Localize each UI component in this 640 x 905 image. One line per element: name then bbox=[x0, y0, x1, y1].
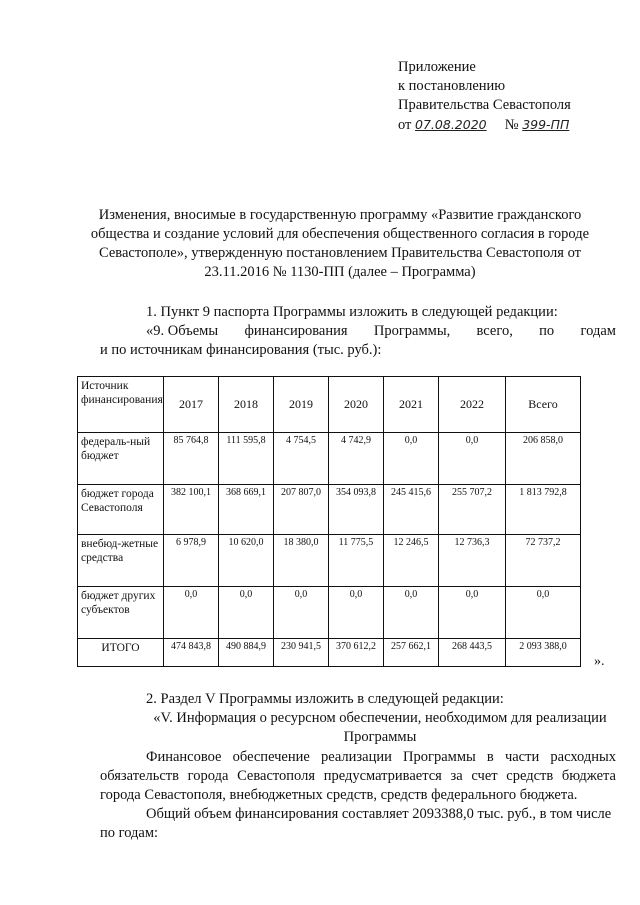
appendix-block bbox=[398, 58, 571, 135]
appendix-line-1: Приложение bbox=[398, 59, 476, 75]
document-title: Изменения, вносимые в государственную программу «Развитие гражданского общества и создание условий для обеспечения общественного согласия в городе Севастополе», утвержденную постановлением Правительства Севастополя от 23.11.2016 № 1130-ПП (далее – Программа) bbox=[90, 207, 590, 280]
handwritten-date: 07.08.2020 bbox=[415, 117, 487, 132]
value-cell: 1 813 792,8 bbox=[506, 485, 581, 535]
handwritten-number: 399-ПП bbox=[522, 117, 570, 132]
paragraph-1-line-2 bbox=[100, 767, 616, 786]
table-row bbox=[78, 485, 581, 535]
paragraph-2-line-1: Общий объем финансирования составляет 2093388,0 тыс. руб., в том числе bbox=[146, 806, 612, 822]
value-cell: 257 662,1 bbox=[384, 639, 439, 667]
source-cell: внебюд-жетные средства bbox=[78, 535, 164, 587]
table-header-row bbox=[78, 377, 581, 433]
source-cell: бюджет города Севастополя bbox=[78, 485, 164, 535]
paragraph-word: Финансовое bbox=[146, 749, 222, 765]
value-cell: 207 807,0 bbox=[274, 485, 329, 535]
financing-table bbox=[77, 376, 581, 667]
value-cell: 4 742,9 bbox=[329, 433, 384, 485]
header-cell: 2021 bbox=[384, 377, 439, 433]
appendix-date-line bbox=[398, 115, 571, 135]
value-cell: 0,0 bbox=[439, 433, 506, 485]
paragraph-word: средств bbox=[506, 768, 554, 784]
paragraph-word: обязательств bbox=[100, 768, 179, 784]
quote-word: «9. Объемы bbox=[146, 323, 219, 339]
value-cell: 255 707,2 bbox=[439, 485, 506, 535]
table-row bbox=[78, 535, 581, 587]
quote-closing: ». bbox=[594, 654, 605, 669]
value-cell: 12 246,5 bbox=[384, 535, 439, 587]
value-cell: 382 100,1 bbox=[164, 485, 219, 535]
quote-word: по bbox=[539, 323, 555, 339]
paragraph-word: Севастополя bbox=[237, 768, 316, 784]
paragraph-word: предусматривается bbox=[323, 768, 442, 784]
paragraph-2-line-2: по годам: bbox=[100, 825, 159, 841]
source-cell: федераль-ный бюджет bbox=[78, 433, 164, 485]
quote-word: финансирования bbox=[244, 323, 348, 339]
paragraph-word: реализации bbox=[321, 749, 392, 765]
quote-word: всего, bbox=[476, 323, 513, 339]
section-1-quote-line-1 bbox=[146, 322, 616, 341]
paragraph-1-line-1 bbox=[146, 748, 616, 767]
value-cell: 368 669,1 bbox=[219, 485, 274, 535]
header-cell: 2018 bbox=[219, 377, 274, 433]
value-cell: 370 612,2 bbox=[329, 639, 384, 667]
value-cell: 72 737,2 bbox=[506, 535, 581, 587]
source-cell: ИТОГО bbox=[78, 639, 164, 667]
value-cell: 4 754,5 bbox=[274, 433, 329, 485]
source-cell: бюджет других субъектов bbox=[78, 587, 164, 639]
date-prefix: от bbox=[398, 117, 412, 133]
value-cell: 0,0 bbox=[506, 587, 581, 639]
paragraph-word: Программы bbox=[403, 749, 476, 765]
value-cell: 6 978,9 bbox=[164, 535, 219, 587]
value-cell: 0,0 bbox=[274, 587, 329, 639]
appendix-line-3: Правительства Севастополя bbox=[398, 97, 571, 113]
section-1-heading: 1. Пункт 9 паспорта Программы изложить в следующей редакции: bbox=[146, 304, 558, 320]
value-cell: 245 415,6 bbox=[384, 485, 439, 535]
value-cell: 0,0 bbox=[439, 587, 506, 639]
table-total-row bbox=[78, 639, 581, 667]
value-cell: 11 775,5 bbox=[329, 535, 384, 587]
value-cell: 230 941,5 bbox=[274, 639, 329, 667]
paragraph-word: города bbox=[187, 768, 229, 784]
section-2-heading: 2. Раздел V Программы изложить в следующей редакции: bbox=[146, 691, 504, 707]
number-prefix: № bbox=[504, 117, 519, 133]
value-cell: 85 764,8 bbox=[164, 433, 219, 485]
value-cell: 268 443,5 bbox=[439, 639, 506, 667]
header-cell: 2017 bbox=[164, 377, 219, 433]
value-cell: 0,0 bbox=[384, 587, 439, 639]
value-cell: 474 843,8 bbox=[164, 639, 219, 667]
quote-word: Программы, bbox=[373, 323, 451, 339]
paragraph-word: обеспечение bbox=[232, 749, 310, 765]
paragraph-word: части bbox=[504, 749, 540, 765]
appendix-line-2: к постановлению bbox=[398, 78, 506, 94]
value-cell: 10 620,0 bbox=[219, 535, 274, 587]
header-cell: 2022 bbox=[439, 377, 506, 433]
value-cell: 0,0 bbox=[384, 433, 439, 485]
section-1-quote-line-2: и по источникам финансирования (тыс. руб.): bbox=[100, 342, 382, 358]
paragraph-word: бюджета bbox=[561, 768, 616, 784]
paragraph-word: счет bbox=[471, 768, 498, 784]
value-cell: 0,0 bbox=[329, 587, 384, 639]
paragraph-word: расходных bbox=[550, 749, 616, 765]
header-cell: 2019 bbox=[274, 377, 329, 433]
table-row bbox=[78, 433, 581, 485]
paragraph-word: в bbox=[486, 749, 494, 765]
section-2-subheading: «V. Информация о ресурсном обеспечении, необходимом для реализации Программы bbox=[153, 710, 607, 745]
header-cell: Источник финансирования bbox=[78, 377, 164, 433]
value-cell: 111 595,8 bbox=[219, 433, 274, 485]
header-cell: 2020 bbox=[329, 377, 384, 433]
value-cell: 490 884,9 bbox=[219, 639, 274, 667]
value-cell: 2 093 388,0 bbox=[506, 639, 581, 667]
quote-word: годам bbox=[580, 323, 616, 339]
paragraph-word: за bbox=[450, 768, 463, 784]
value-cell: 12 736,3 bbox=[439, 535, 506, 587]
table-row bbox=[78, 587, 581, 639]
paragraph-1-line-3: города Севастополя, внебюджетных средств, средств федерального бюджета. bbox=[100, 787, 578, 803]
value-cell: 18 380,0 bbox=[274, 535, 329, 587]
value-cell: 354 093,8 bbox=[329, 485, 384, 535]
value-cell: 0,0 bbox=[219, 587, 274, 639]
value-cell: 0,0 bbox=[164, 587, 219, 639]
value-cell: 206 858,0 bbox=[506, 433, 581, 485]
header-cell: Всего bbox=[506, 377, 581, 433]
